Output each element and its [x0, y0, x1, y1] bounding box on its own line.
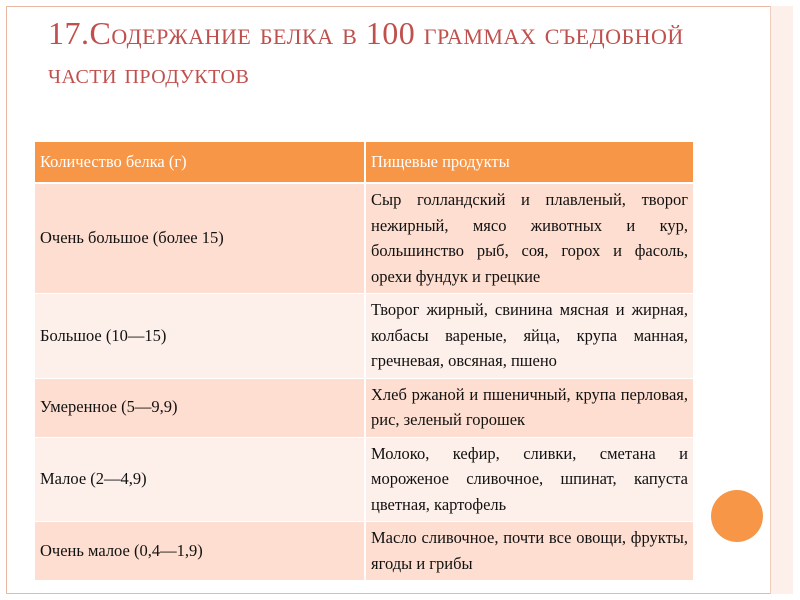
table-row	[35, 378, 693, 437]
table-header-row	[35, 142, 693, 183]
header-protein-amount: Количество белка (г)	[35, 142, 365, 183]
food-products-cell: Молоко, кефир, сливки, сметана и мороженое сливочное, шпинат, капуста цветная, картофель	[365, 437, 693, 522]
food-products-cell: Сыр голландский и плавленый, творог нежирный, мясо животных и кур, большинство рыб, соя, горох и фасоль, орехи фундук и грецкие	[365, 183, 693, 294]
protein-table	[35, 142, 693, 581]
slide-title	[48, 14, 748, 92]
table-row	[35, 294, 693, 379]
slide-side-bar	[770, 6, 793, 594]
food-products-cell: Хлеб ржаной и пшеничный, крупа перловая, рис, зеленый горошек	[365, 378, 693, 437]
table-row	[35, 183, 693, 294]
protein-amount-cell: Очень большое (более 15)	[35, 183, 365, 294]
food-products-cell: Масло сливочное, почти все овощи, фрукты, ягоды и грибы	[365, 522, 693, 581]
protein-amount-cell: Большое (10—15)	[35, 294, 365, 379]
protein-amount-cell: Очень малое (0,4—1,9)	[35, 522, 365, 581]
protein-amount-cell: Малое (2—4,9)	[35, 437, 365, 522]
food-products-cell: Творог жирный, свинина мясная и жирная, колбасы вареные, яйца, крупа манная, гречневая, овсяная, пшено	[365, 294, 693, 379]
decorative-circle	[711, 490, 763, 542]
slide-title-line-2: части продуктов	[48, 59, 250, 91]
table-row	[35, 522, 693, 581]
protein-amount-cell: Умеренное (5—9,9)	[35, 378, 365, 437]
table-row	[35, 437, 693, 522]
header-food-products: Пищевые продукты	[365, 142, 693, 183]
slide-title-line-1: 17.Содержание белка в 100 граммах съедобной	[48, 15, 684, 51]
